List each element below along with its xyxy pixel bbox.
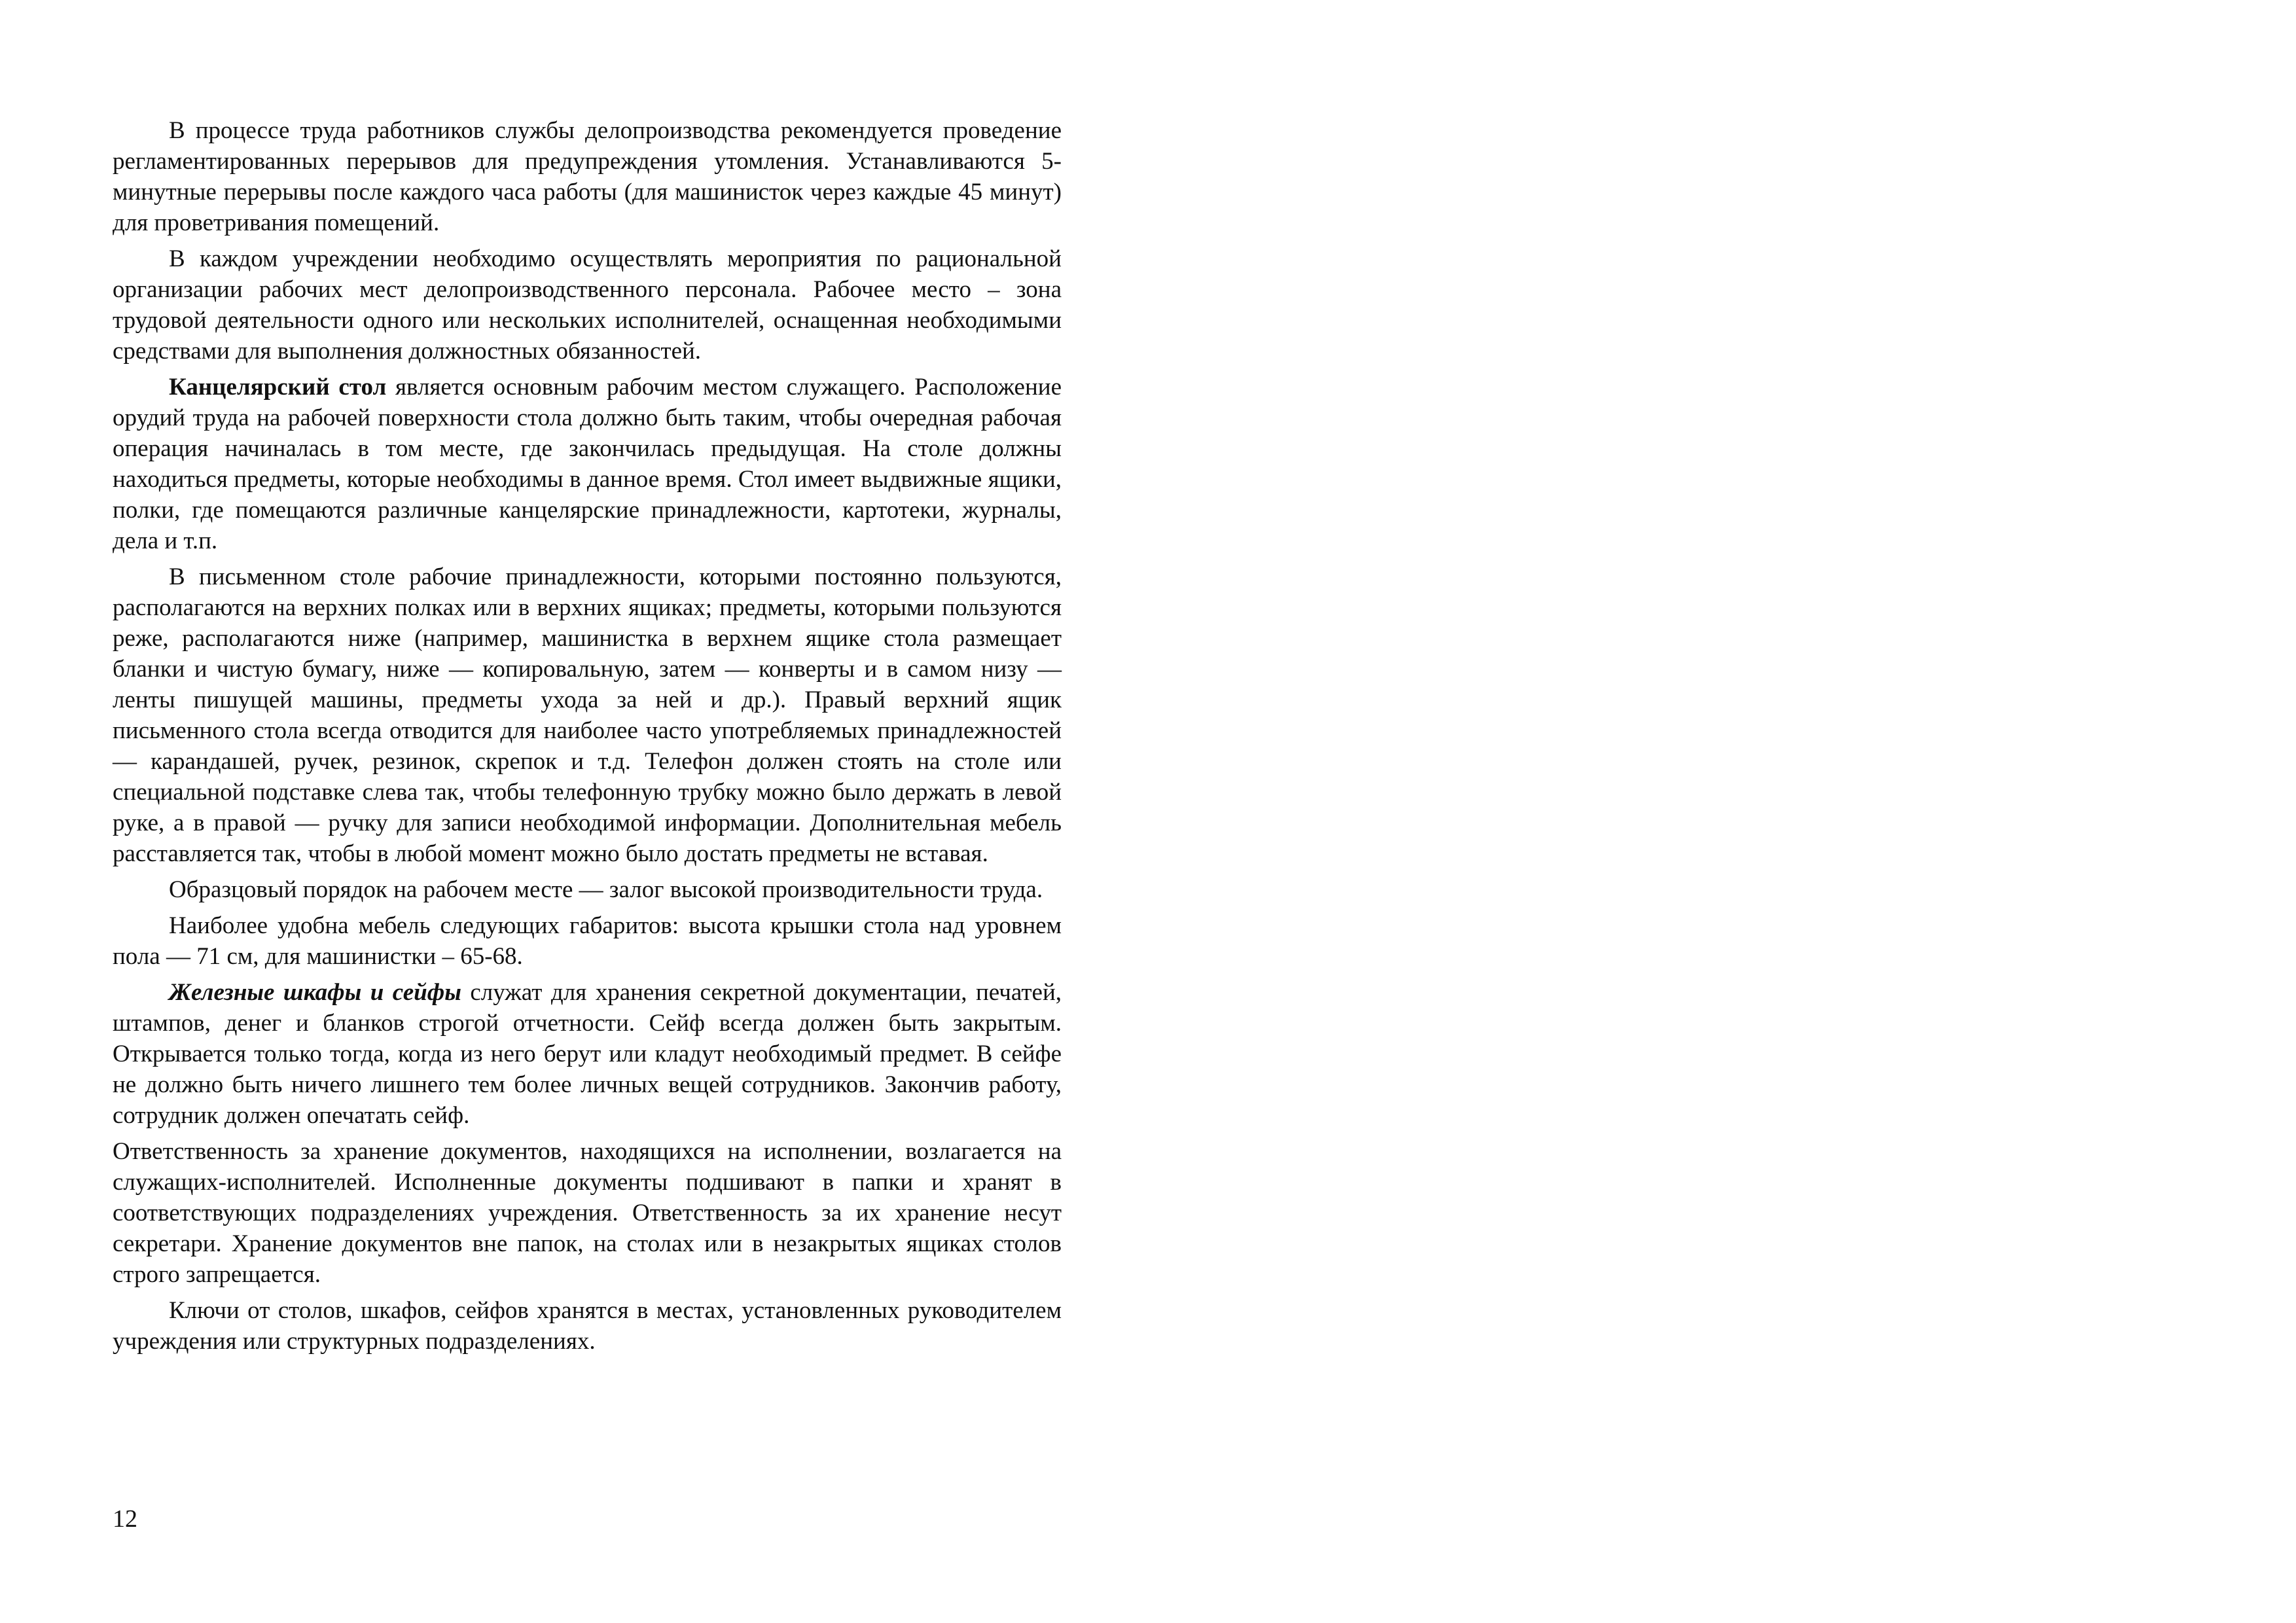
paragraph-writing-desk xyxy=(113,562,1062,869)
page-number: 12 xyxy=(113,1505,137,1533)
paragraph-text: Ключи от столов, шкафов, сейфов хранятся в местах, установленных руководителем учреждения или структурных подразделениях. xyxy=(113,1297,1062,1355)
paragraph-safes xyxy=(113,977,1062,1131)
paragraph-desk xyxy=(113,372,1062,556)
paragraph-text: Ответственность за хранение документов, находящихся на исполнении, возлагается на служащих-исполнителей. Исполненные документы подшивают в папки и хранят в соответствующих подразделениях учреждения. Ответственность за их хранение несут секретари. Хранение документов вне папок, на столах или в незакрытых ящиках столов строго запрещается. xyxy=(113,1138,1062,1288)
paragraph-text: является основным рабочим местом служащего. Расположение орудий труда на рабочей поверхности стола должно быть таким, чтобы очередная рабочая операция начиналась в том месте, где закончилась предыдущая. На столе должны находиться предметы, которые необходимы в данное время. Стол имеет выдвижные ящики, полки, где помещаются различные канцелярские принадлежности, картотеки, журналы, дела и т.п. xyxy=(113,374,1062,554)
term-safes: Железные шкафы и сейфы xyxy=(169,979,461,1006)
paragraph-workplace xyxy=(113,243,1062,366)
term-office-desk: Канцелярский стол xyxy=(169,374,387,401)
paragraph-text: В каждом учреждении необходимо осуществлять мероприятия по рациональной организации рабочих мест делопроизводственного персонала. Рабочее место – зона трудовой деятельности одного или нескольких исполнителей, оснащенная необходимыми средствами для выполнения должностных обязанностей. xyxy=(113,245,1062,365)
paragraph-text: В письменном столе рабочие принадлежности, которыми постоянно пользуются, располагаются на верхних полках или в верхних ящиках; предметы, которыми пользуются реже, располагаются ниже (например, машинистка в верхнем ящике стола размещает бланки и чистую бумагу, ниже — копировальную, затем — конверты и в самом низу — ленты пишущей машины, предметы ухода за ней и др.). Правый верхний ящик письменного стола всегда отводится для наиболее часто употребляемых принадлежностей — карандашей, ручек, резинок, скрепок и т.д. Телефон должен стоять на столе или специальной подставке слева так, чтобы телефонную трубку можно было держать в левой руке, а в правой — ручку для записи необходимой информации. Дополнительная мебель расставляется так, чтобы в любой момент можно было достать предметы не вставая. xyxy=(113,563,1062,867)
paragraph-order xyxy=(113,874,1062,905)
paragraph-text: служат для хранения секретной документации, печатей, штампов, денег и бланков строгой отчетности. Сейф всегда должен быть закрытым. Открывается только тогда, когда из него берут или кладут необходимый предмет. В сейфе не должно быть ничего лишнего тем более личных вещей сотрудников. Закончив работу, сотрудник должен опечатать сейф. xyxy=(113,979,1062,1129)
paragraph-text: В процессе труда работников службы делопроизводства рекомендуется проведение регламентированных перерывов для предупреждения утомления. Устанавливаются 5-минутные перерывы после каждого часа работы (для машинисток через каждые 45 минут) для проветривания помещений. xyxy=(113,117,1062,236)
paragraph-keys xyxy=(113,1295,1062,1357)
body-text xyxy=(113,115,1062,1362)
paragraph-responsibility xyxy=(113,1136,1062,1290)
paragraph-text: Наиболее удобна мебель следующих габаритов: высота крышки стола над уровнем пола — 71 см, для машинистки – 65-68. xyxy=(113,912,1062,970)
paragraph-text: Образцовый порядок на рабочем месте — залог высокой производительности труда. xyxy=(169,876,1043,903)
paragraph-breaks xyxy=(113,115,1062,238)
paragraph-furniture xyxy=(113,910,1062,972)
